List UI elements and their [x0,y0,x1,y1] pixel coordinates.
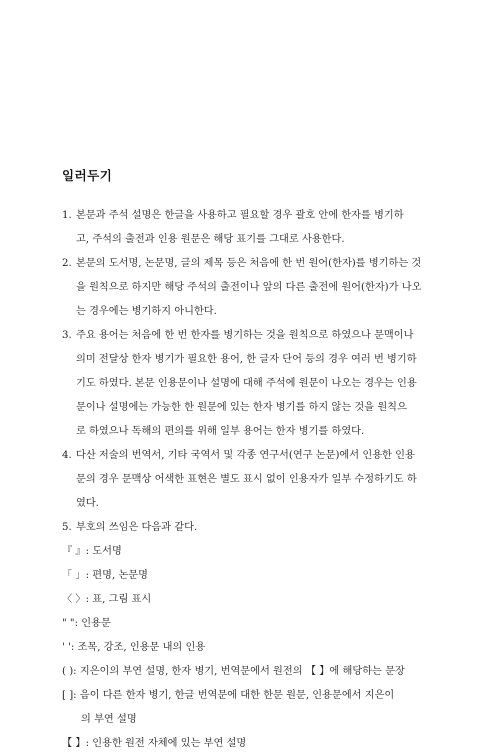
symbol-row-emphasis [62,636,442,660]
note-line: 을 원칙으로 하지만 해당 주석의 출전이나 앞의 다른 출전에 원어(한자)가 나오 [76,282,422,293]
note-number: 1. [62,210,72,221]
symbol-row-paren [62,660,442,684]
note-line: 였다. [76,498,99,509]
symbol-row-chapter [62,564,442,588]
note-item-4 [62,444,442,516]
note-line: 로 하였으나 독해의 편의를 위해 일부 용어는 한자 병기를 하였다. [76,426,365,437]
note-line: 주요 용어는 처음에 한 번 한자를 병기하는 것을 원칙으로 하였으나 문맥이나 [76,330,414,341]
note-line: 본문과 주석 설명은 한글을 사용하고 필요할 경우 괄호 안에 한자를 병기하 [76,210,404,221]
symbol-line: 「 」: 편명, 논문명 [62,570,148,581]
note-line: 의미 전달상 한자 병기가 필요한 용어, 한 글자 단어 등의 경우 여러 번 병기하 [76,354,417,365]
note-item-5 [62,516,442,540]
note-line: 고, 주석의 출전과 인용 원문은 해당 표기를 그대로 사용한다. [76,234,345,245]
page-title: 일러두기 [62,168,113,183]
note-line: 문의 경우 문맥상 어색한 표현은 별도 표시 없이 인용자가 일부 수정하기도 하 [76,474,417,485]
symbol-row-figure [62,588,442,612]
note-item-3 [62,324,442,444]
note-line: 는 경우에는 병기하지 아니한다. [76,306,217,317]
symbol-line: " ": 인용문 [62,618,111,629]
note-number: 3. [62,330,72,341]
note-number: 4. [62,450,72,461]
symbol-row-bracket [62,684,442,732]
note-line: 본문의 도서명, 논문명, 글의 제목 등은 처음에 한 번 원어(한자)를 병기하는 것 [76,258,422,269]
note-number: 2. [62,258,72,269]
note-number: 5. [62,522,72,533]
symbol-list [62,540,442,756]
note-item-1 [62,204,442,252]
symbol-line: 【 】: 인용한 원전 자체에 있는 부연 설명 [62,738,247,749]
symbol-row-lenticular [62,732,442,756]
symbol-line: 『 』: 도서명 [62,546,122,557]
notes-content [62,204,442,756]
note-line: 기도 하였다. 본문 인용문이나 설명에 대해 주석에 원문이 나오는 경우는 인용 [76,378,417,389]
symbol-row-book [62,540,442,564]
symbol-line: 〈 〉: 표, 그림 표시 [62,594,152,605]
note-line: 다산 저술의 번역서, 기타 국역서 및 각종 연구서(연구 논문)에서 인용한 인용 [76,450,415,461]
symbol-row-quote [62,612,442,636]
note-line: 문이나 설명에는 가능한 한 원문에 있는 한자 병기를 하지 않는 것을 원칙으 [76,402,407,413]
symbol-line: ' ': 조목, 강조, 인용문 내의 인용 [62,642,206,653]
symbol-line: ( ): 지은이의 부연 설명, 한자 병기, 번역문에서 원전의 【 】에 해당하는 문장 [62,666,405,677]
note-line: 부호의 쓰임은 다음과 같다. [76,522,198,533]
symbol-line: 의 부연 설명 [81,714,137,725]
note-item-2 [62,252,442,324]
symbol-line: [ ]: 음이 다른 한자 병기, 한글 번역문에 대한 한문 원문, 인용문에서 지은이 [62,690,395,701]
